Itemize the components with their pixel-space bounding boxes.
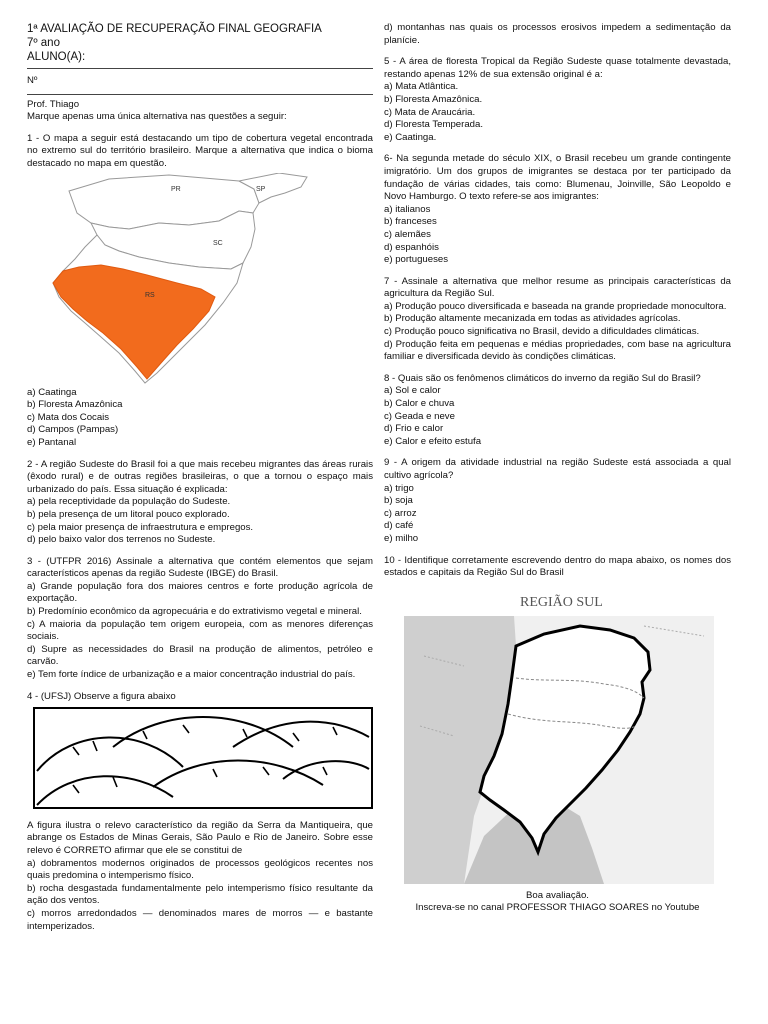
question-5: 5 - A área de floresta Tropical da Região Sudeste quase totalmente devastada, restando apenas 12% de sua extensão original é a: xyxy=(384,56,731,80)
q6-option-a[interactable]: a) italianos xyxy=(384,203,431,215)
q4-option-d[interactable]: d) montanhas nas quais os processos erosivos impedem a sedimentação da planície. xyxy=(384,22,731,46)
instruction: Marque apenas uma única alternativa nas questões a seguir: xyxy=(27,111,287,123)
question-2: 2 - A região Sudeste do Brasil foi a que mais recebeu migrantes das áreas rurais (êxodo rural) e de outras regiões brasileiras, o que a tornou o espaço mais urbanizado do país. Essa situação é explicada: xyxy=(27,458,373,495)
q5-option-d[interactable]: d) Floresta Temperada. xyxy=(384,119,484,131)
student-line[interactable] xyxy=(27,65,373,69)
q1-option-c[interactable]: c) Mata dos Cocais xyxy=(27,411,110,423)
q3-option-b[interactable]: b) Predomínio econômico da agropecuária e do extrativismo vegetal e mineral. xyxy=(27,606,362,618)
exam-title: 1ª AVALIAÇÃO DE RECUPERAÇÃO FINAL GEOGRAFIA xyxy=(27,23,322,35)
q8-option-b[interactable]: b) Calor e chuva xyxy=(384,398,455,410)
number-line[interactable] xyxy=(27,90,373,95)
map-label-sc: SC xyxy=(213,239,223,247)
map-figure xyxy=(49,173,309,387)
q5-option-c[interactable]: c) Mata de Araucária. xyxy=(384,106,476,118)
q9-option-b[interactable]: b) soja xyxy=(384,495,413,507)
q1-option-a[interactable]: a) Caatinga xyxy=(27,386,77,398)
q9-option-c[interactable]: c) arroz xyxy=(384,507,417,519)
question-10: 10 - Identifique corretamente escrevendo dentro do mapa abaixo, os nomes dos estados e capitais da Região Sul do Brasil xyxy=(384,554,731,579)
mountains-figure xyxy=(33,707,373,809)
blank-map-figure xyxy=(404,586,714,886)
youtube-channel-note: Inscreva-se no canal PROFESSOR THIAGO SOARES no Youtube xyxy=(415,902,700,914)
teacher-label: Prof. Thiago xyxy=(27,98,80,110)
grade-label: 7º ano xyxy=(27,37,60,49)
q4-option-c[interactable]: c) morros arredondados — denominados mares de morros — e bastante intemperizados. xyxy=(27,907,373,932)
q6-option-e[interactable]: e) portugueses xyxy=(384,254,448,266)
q4-description: A figura ilustra o relevo característico da região da Serra da Mantiqueira, que abrange os Estados de Minas Gerais, São Paulo e Rio de Janeiro. Sobre esse relevo é CORRETO afirmar que ele se constitui de xyxy=(27,819,373,856)
q2-option-b[interactable]: b) pela presença de um litoral pouco explorado. xyxy=(27,508,230,520)
q2-option-a[interactable]: a) pela receptividade da população do Sudeste. xyxy=(27,496,231,508)
question-4: 4 - (UFSJ) Observe a figura abaixo xyxy=(27,690,176,702)
q8-option-e[interactable]: e) Calor e efeito estufa xyxy=(384,435,482,447)
right-column xyxy=(384,22,731,915)
q1-option-d[interactable]: d) Campos (Pampas) xyxy=(27,424,119,436)
number-label: Nº xyxy=(27,75,38,86)
q3-option-c[interactable]: c) A maioria da população tem origem europeia, com as menores diferenças sociais. xyxy=(27,618,373,643)
q4-option-b[interactable]: b) rocha desgastada fundamentalmente pelo intemperismo físico resultante da ação dos ventos. xyxy=(27,882,373,907)
left-column xyxy=(27,22,373,933)
south-region-blank-map[interactable] xyxy=(404,586,714,886)
q9-option-e[interactable]: e) milho xyxy=(384,532,419,544)
q5-option-e[interactable]: e) Caatinga. xyxy=(384,131,437,143)
question-7: 7 - Assinale a alternativa que melhor resume as principais características da agricultura da Região Sul. xyxy=(384,275,731,300)
q2-option-c[interactable]: c) pela maior presença de infraestrutura e empregos. xyxy=(27,521,254,533)
question-6: 6- Na segunda metade do século XIX, o Brasil recebeu um grande contingente imigratório. Um dos grupos de imigrantes se destaca por ter participado da fundação de várias cidades, tais como: Blumenau, Joinville, São Leopoldo e Novo Hamburgo. O texto refere-se aos imigrantes: xyxy=(384,153,731,203)
south-region-biome-map xyxy=(49,173,309,387)
question-8: 8 - Quais são os fenômenos climáticos do inverno da região Sul do Brasil? xyxy=(384,372,701,384)
map-title: REGIÃO SUL xyxy=(520,594,603,610)
q8-option-d[interactable]: d) Frio e calor xyxy=(384,423,444,435)
q9-option-d[interactable]: d) café xyxy=(384,520,414,532)
q3-option-d[interactable]: d) Supre as necessidades do Brasil na produção de alimentos, petróleo e carvão. xyxy=(27,643,373,668)
q7-option-a[interactable]: a) Produção pouco diversificada e baseada na grande propriedade monocultora. xyxy=(384,300,727,312)
q3-option-e[interactable]: e) Tem forte índice de urbanização e a maior concentração industrial do país. xyxy=(27,669,356,681)
q7-option-b[interactable]: b) Produção altamente mecanizada em todas as atividades agrícolas. xyxy=(384,313,681,325)
q7-option-d[interactable]: d) Produção feita em pequenas e médias propriedades, com base na agricultura familiar e diversificada devido às condições climáticas. xyxy=(384,338,731,363)
question-9: 9 - A origem da atividade industrial na região Sudeste está associada a qual cultivo agrícola? xyxy=(384,457,731,481)
q6-option-b[interactable]: b) franceses xyxy=(384,216,437,228)
q6-option-c[interactable]: c) alemães xyxy=(384,228,431,240)
q8-option-a[interactable]: a) Sol e calor xyxy=(384,385,441,397)
student-label: ALUNO(A): xyxy=(27,51,86,63)
q5-option-a[interactable]: a) Mata Atlântica. xyxy=(384,81,459,93)
question-1: 1 - O mapa a seguir está destacando um tipo de cobertura vegetal encontrada no extremo sul do território brasileiro. Marque a alternativa que indica o bioma destacado no mapa em questão. xyxy=(27,132,373,169)
map-label-pr: PR xyxy=(171,185,181,193)
q9-option-a[interactable]: a) trigo xyxy=(384,482,414,494)
question-3: 3 - (UTFPR 2016) Assinale a alternativa que contém elementos que sejam característicos apenas da região Sudeste (IBGE) do Brasil. xyxy=(27,555,373,580)
q8-option-c[interactable]: c) Geada e neve xyxy=(384,410,455,422)
q3-option-a[interactable]: a) Grande população fora dos maiores centros e forte produção agrícola de exportação. xyxy=(27,580,373,605)
q4-option-a[interactable]: a) dobramentos modernos originados de processos geológicos recentes nos quais predomina o intemperismo físico. xyxy=(27,857,373,882)
q2-option-d[interactable]: d) pelo baixo valor dos terrenos no Sudeste. xyxy=(27,534,216,546)
q7-option-c[interactable]: c) Produção pouco significativa no Brasil, devido a dificuldades climáticas. xyxy=(384,326,700,338)
q5-option-b[interactable]: b) Floresta Amazônica. xyxy=(384,93,483,105)
q1-option-b[interactable]: b) Floresta Amazônica xyxy=(27,399,123,411)
closing-message: Boa avaliação. xyxy=(526,889,589,901)
map-label-rs: RS xyxy=(145,291,155,299)
q6-option-d[interactable]: d) espanhóis xyxy=(384,241,439,253)
map-label-sp: SP xyxy=(256,185,266,193)
q1-option-e[interactable]: e) Pantanal xyxy=(27,436,77,448)
